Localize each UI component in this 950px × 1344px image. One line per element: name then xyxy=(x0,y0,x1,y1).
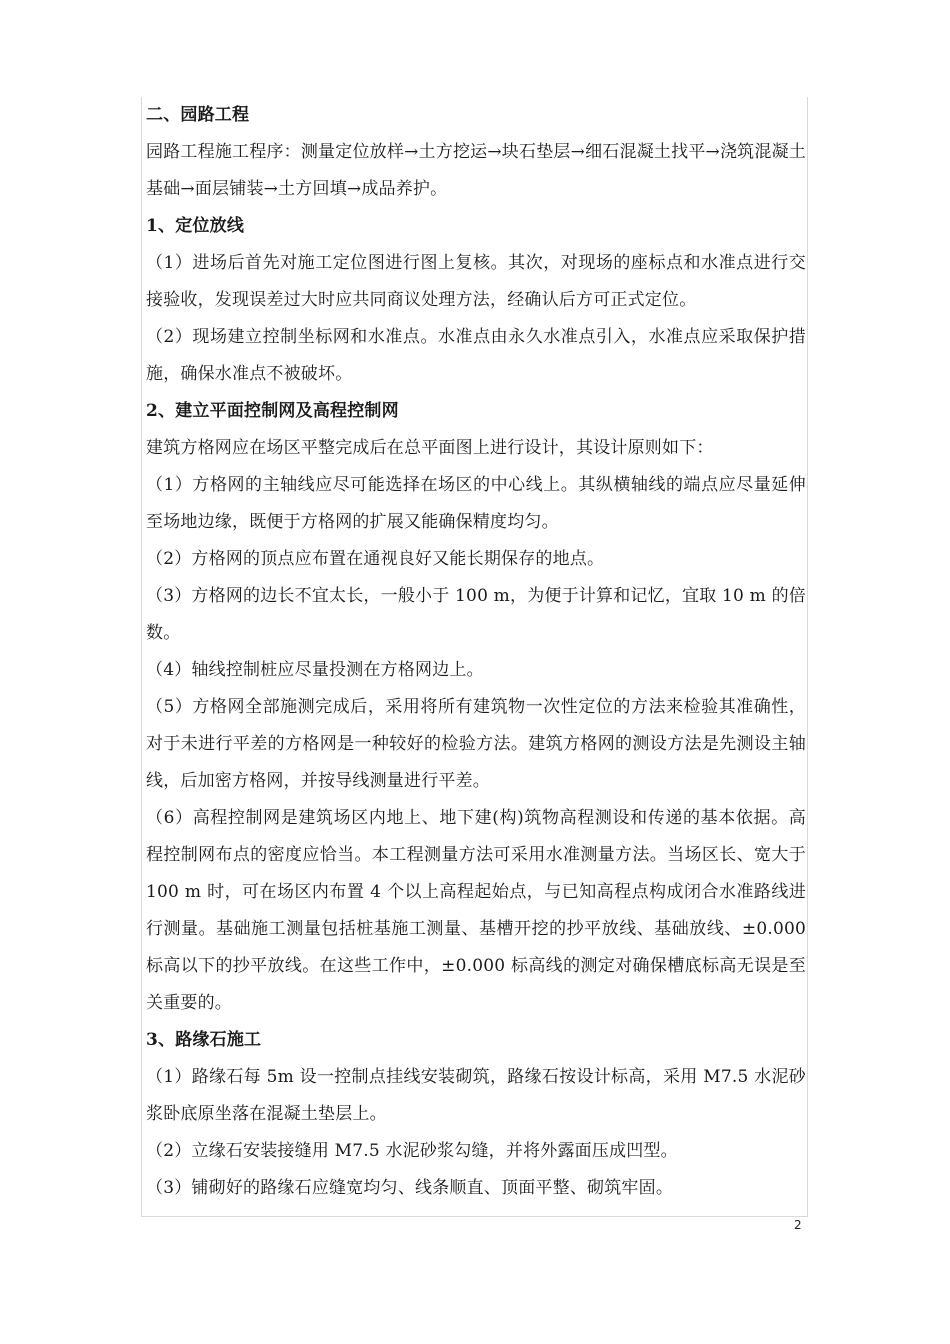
paragraph: （1）路缘石每 5m 设一控制点挂线安装砌筑，路缘石按设计标高，采用 M7.5 水泥砂浆卧底原坐落在混凝土垫层上。 xyxy=(146,1067,806,1124)
paragraph: （3）方格网的边长不宜太长，一般小于 100 m，为便于计算和记忆，宜取 10 m 的倍数。 xyxy=(146,586,806,643)
paragraph: （4）轴线控制桩应尽量投测在方格网边上。 xyxy=(146,660,484,680)
paragraph: （1）进场后首先对施工定位图进行图上复核。其次，对现场的座标点和水准点进行交接验收，发现误差过大时应共同商议处理方法，经确认后方可正式定位。 xyxy=(146,253,806,310)
paragraph: （2）方格网的顶点应布置在通视良好又能长期保存的地点。 xyxy=(146,549,605,569)
paragraph: （2）现场建立控制坐标网和水准点。水准点由永久水准点引入，水准点应采取保护措施，确保水准点不被破坏。 xyxy=(146,327,806,384)
document-body xyxy=(146,97,806,1207)
subsection-title-1: 1、定位放线 xyxy=(146,216,245,236)
page-number: 2 xyxy=(794,1218,802,1232)
subsection-title-2: 2、建立平面控制网及高程控制网 xyxy=(146,401,399,421)
paragraph: （2）立缘石安装接缝用 M7.5 水泥砂浆勾缝，并将外露面压成凹型。 xyxy=(146,1141,678,1161)
paragraph: （1）方格网的主轴线应尽可能选择在场区的中心线上。其纵横轴线的端点应尽量延伸至场地边缘，既便于方格网的扩展又能确保精度均匀。 xyxy=(146,475,806,532)
paragraph: （6）高程控制网是建筑场区内地上、地下建(构)筑物高程测设和传递的基本依据。高程控制网布点的密度应恰当。本工程测量方法可采用水准测量方法。当场区长、宽大于 100 m 时，可在场区内布置 4 个以上高程起始点，与已知高程点构成闭合水准路线进行测量。基础施工测量包括桩基施工测量、基槽开挖的抄平放线、基础放线、±0.000 标高以下的抄平放线。在这些工作中，±0.000 标高线的测定对确保槽底标高无误是至关重要的。 xyxy=(146,808,806,1013)
paragraph: （3）铺砌好的路缘石应缝宽均匀、线条顺直、顶面平整、砌筑牢固。 xyxy=(146,1178,674,1198)
section-title: 二、园路工程 xyxy=(146,105,250,125)
paragraph: 建筑方格网应在场区平整完成后在总平面图上进行设计，其设计原则如下： xyxy=(146,438,714,458)
intro-paragraph: 园路工程施工程序：测量定位放样→土方挖运→块石垫层→细石混凝土找平→浇筑混凝土基础→面层铺装→土方回填→成品养护。 xyxy=(146,142,806,199)
subsection-title-3: 3、路缘石施工 xyxy=(146,1030,262,1050)
paragraph: （5）方格网全部施测完成后，采用将所有建筑物一次性定位的方法来检验其准确性，对于未进行平差的方格网是一种较好的检验方法。建筑方格网的测设方法是先测设主轴线，后加密方格网，并按导线测量进行平差。 xyxy=(146,697,806,791)
